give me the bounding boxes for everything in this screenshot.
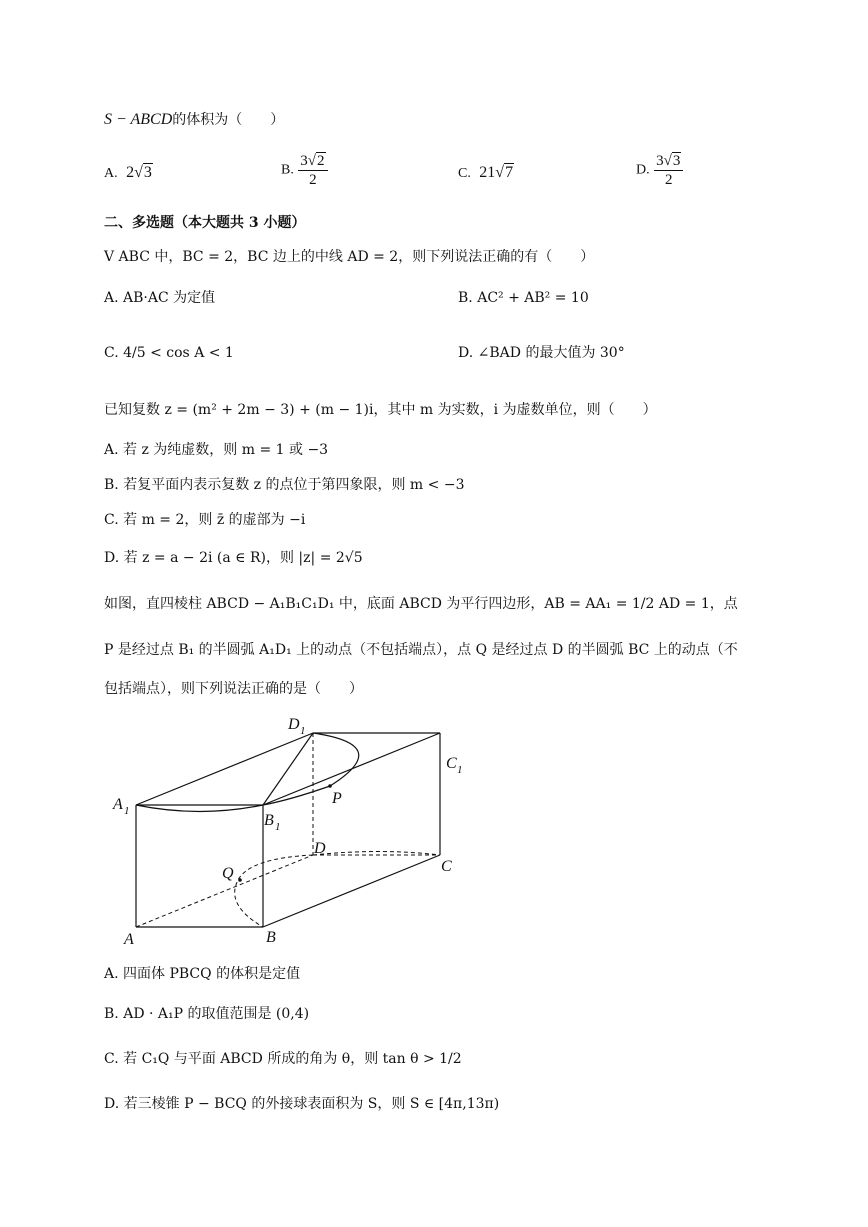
option-text: AD · A₁P 的取值范围是 (0,4) <box>123 1006 310 1022</box>
option-label: B. <box>281 162 294 178</box>
option-label: D. <box>104 1096 120 1112</box>
arc-bc-semicircle <box>235 855 313 927</box>
option-label: C. <box>104 512 119 528</box>
edge-bc <box>263 855 440 927</box>
q11-stem-line3: 包括端点），则下列说法正确的是（ ） <box>104 681 363 697</box>
option-text: 若复平面内表示复数 z 的点位于第四象限，则 m < −3 <box>123 477 465 493</box>
edge-a1d1 <box>136 733 313 805</box>
q8-stem-math: S − ABCD <box>104 111 173 128</box>
option-label: C. <box>458 166 471 181</box>
option-text: 四面体 PBCQ 的体积是定值 <box>123 966 301 982</box>
option-text: AC² + AB² = 10 <box>477 290 589 306</box>
label-d: D <box>314 840 326 857</box>
q10-stem: 已知复数 z = (m² + 2m − 3) + (m − 1)i，其中 m 为实数，i 为虚数单位，则（ ） <box>104 402 657 418</box>
q11-option-c[interactable] <box>104 1049 462 1069</box>
point-q-dot <box>238 878 242 882</box>
option-text: 若 C₁Q 与平面 ABCD 所成的角为 θ，则 tan θ > 1/2 <box>123 1051 462 1067</box>
label-a1: A <box>113 796 123 813</box>
arc-a1b1 <box>136 805 263 812</box>
option-label: D. <box>104 550 120 566</box>
label-b: B <box>266 929 276 946</box>
label-p: P <box>332 790 342 807</box>
option-label: B. <box>104 477 119 493</box>
label-b1-sub: 1 <box>275 821 281 833</box>
q11-stem-line2: P 是经过点 B₁ 的半圆弧 A₁D₁ 上的动点（不包括端点），点 Q 是经过点 D 的半圆弧 BC 上的动点（不 <box>104 642 738 658</box>
q8-stem-text: 的体积为（ ） <box>172 112 285 128</box>
point-p-dot <box>328 784 332 788</box>
option-text: 若三棱锥 P − BCQ 的外接球表面积为 S，则 S ∈ [4π,13π) <box>123 1096 500 1112</box>
option-label: C. <box>104 1051 119 1067</box>
option-label: D. <box>636 162 650 178</box>
label-q: Q <box>222 865 234 882</box>
option-label: C. <box>104 345 119 361</box>
label-c: C <box>441 858 452 875</box>
arc-a1d1-semicircle <box>263 733 359 805</box>
option-label: B. <box>104 1006 119 1022</box>
label-c1: C <box>446 755 457 772</box>
option-value: $\frac{3√2}{2}$ <box>298 152 327 189</box>
label-a1-sub: 1 <box>124 805 130 817</box>
option-text: ∠BAD 的最大值为 30° <box>477 345 625 361</box>
q11-option-a[interactable] <box>104 964 300 984</box>
option-text: 若 z 为纯虚数，则 m = 1 或 −3 <box>123 442 329 458</box>
option-text: 4/5 < cos A < 1 <box>123 345 234 361</box>
q11-stem-line1: 如图，直四棱柱 ABCD − A₁B₁C₁D₁ 中，底面 ABCD 为平行四边形，AB = AA₁ = 1/2 AD = 1，点 <box>104 596 738 612</box>
q11-option-d[interactable] <box>104 1094 499 1114</box>
label-c1-sub: 1 <box>457 764 463 776</box>
option-label: A. <box>104 442 119 458</box>
option-label: B. <box>458 290 473 306</box>
option-value: $\frac{3√3}{2}$ <box>654 152 683 189</box>
option-text: AB·AC 为定值 <box>123 290 216 306</box>
option-label: D. <box>458 345 474 361</box>
q9-stem: V ABC 中，BC = 2，BC 边上的中线 AD = 2，则下列说法正确的有（ ） <box>104 249 595 265</box>
label-a: A <box>124 931 134 948</box>
option-label: A. <box>104 166 118 181</box>
option-text: 若 z = a − 2i (a ∈ R)，则 |z| = 2√5 <box>123 550 363 566</box>
option-label: A. <box>104 290 119 306</box>
q11-option-b[interactable] <box>104 1004 309 1024</box>
label-d1: D <box>288 716 300 733</box>
option-value: 21√7 <box>475 164 514 181</box>
arc-dc-hidden <box>313 852 440 856</box>
option-text: 若 m = 2，则 z̄ 的虚部为 −i <box>123 512 306 528</box>
label-d1-sub: 1 <box>300 725 306 737</box>
label-b1: B <box>264 812 274 829</box>
option-value: 2√3 <box>122 164 152 181</box>
section-title: 二、多选题（本大题共 3 小题） <box>104 215 306 231</box>
option-label: A. <box>104 966 119 982</box>
